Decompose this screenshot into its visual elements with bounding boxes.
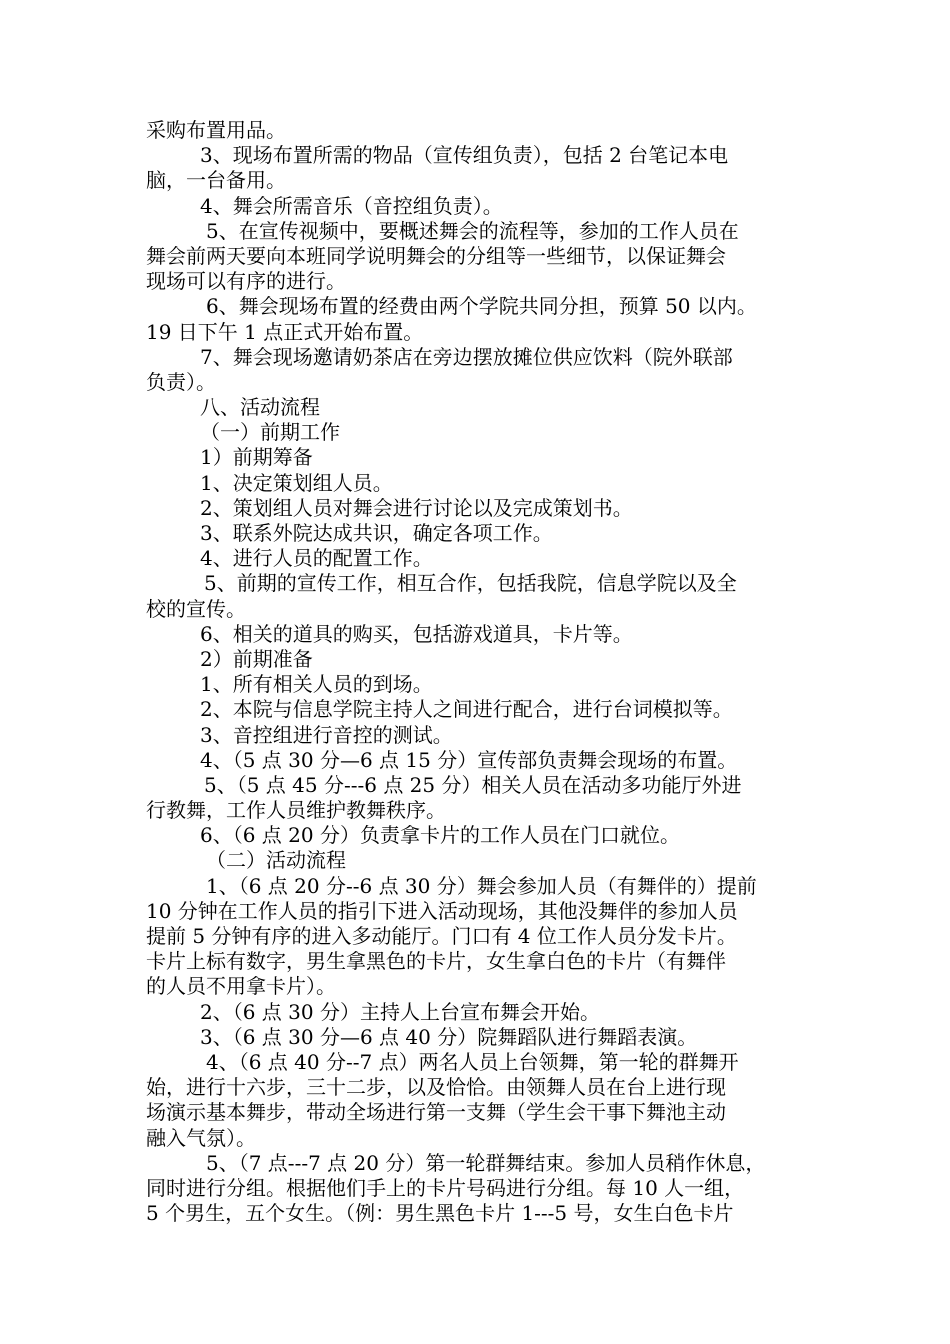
text-line: 1、（6 点 20 分--6 点 30 分）舞会参加人员（有舞伴的）提前 (206, 873, 757, 898)
text-line: 6、（6 点 20 分）负责拿卡片的工作人员在门口就位。 (200, 823, 680, 848)
text-line: 4、（5 点 30 分—6 点 15 分）宣传部负责舞会现场的布置。 (200, 747, 738, 772)
text-line: 1）前期筹备 (200, 445, 313, 470)
text-line: 八、活动流程 (200, 395, 320, 420)
text-line: 6、相关的道具的购买，包括游戏道具，卡片等。 (200, 621, 633, 646)
text-line: 19 日下午 1 点正式开始布置。 (146, 319, 424, 344)
text-line: 1、决定策划组人员。 (200, 470, 393, 495)
text-line: 3、（6 点 30 分—6 点 40 分）院舞蹈队进行舞蹈表演。 (200, 1024, 698, 1049)
text-line: （一）前期工作 (200, 420, 340, 445)
text-line: 10 分钟在工作人员的指引下进入活动现场，其他没舞伴的参加人员 (146, 898, 738, 923)
text-line: 负责）。 (146, 369, 216, 394)
text-line: 提前 5 分钟有序的进入多动能厅。门口有 4 位工作人员分发卡片。 (146, 924, 737, 948)
text-line: 6、舞会现场布置的经费由两个学院共同分担，预算 50 以内。 (206, 294, 757, 319)
text-line: 3、联系外院达成共识，确定各项工作。 (200, 521, 553, 545)
text-line: 4、舞会所需音乐（音控组负责）。 (200, 193, 503, 218)
text-line: 5 个男生，五个女生。（例：男生黑色卡片 1---5 号，女生白色卡片 (146, 1201, 734, 1226)
text-line: 1、所有相关人员的到场。 (200, 672, 433, 697)
text-line: 2）前期准备 (200, 646, 313, 671)
text-line: 2、（6 点 30 分）主持人上台宣布舞会开始。 (200, 999, 600, 1024)
text-line: 卡片上标有数字，男生拿黑色的卡片，女生拿白色的卡片（有舞伴 (146, 949, 726, 974)
text-line: 的人员不用拿卡片）。 (146, 974, 336, 999)
text-line: 现场可以有序的进行。 (146, 269, 346, 294)
text-line: 同时进行分组。根据他们手上的卡片号码进行分组。每 10 人一组， (146, 1175, 745, 1200)
text-line: 校的宣传。 (146, 596, 246, 621)
text-line: 行教舞，工作人员维护教舞秩序。 (146, 798, 446, 823)
text-line: 4、（6 点 40 分--7 点）两名人员上台领舞，第一轮的群舞开 (206, 1049, 739, 1074)
text-line: 场演示基本舞步，带动全场进行第一支舞（学生会干事下舞池主动 (146, 1100, 726, 1125)
text-line: 5、（5 点 45 分---6 点 25 分）相关人员在活动多功能厅外进 (204, 772, 742, 797)
text-line: 3、现场布置所需的物品（宣传组负责），包括 2 台笔记本电 (200, 143, 729, 168)
text-line: 2、本院与信息学院主持人之间进行配合，进行台词模拟等。 (200, 697, 733, 722)
text-line: 5、（7 点---7 点 20 分）第一轮群舞结束。参加人员稍作休息， (206, 1150, 766, 1175)
text-line: 7、舞会现场邀请奶茶店在旁边摆放摊位供应饮料（院外联部 (200, 344, 733, 369)
text-line: 脑，一台备用。 (146, 168, 286, 193)
text-line: 始，进行十六步，三十二步，以及恰恰。由领舞人员在台上进行现 (146, 1075, 726, 1100)
text-line: 采购布置用品。 (146, 118, 286, 142)
text-line: 5、前期的宣传工作，相互合作，包括我院，信息学院以及全 (204, 571, 737, 596)
text-line: 2、策划组人员对舞会进行讨论以及完成策划书。 (200, 495, 633, 520)
text-line: 4、进行人员的配置工作。 (200, 546, 433, 571)
text-line: 5、在宣传视频中，要概述舞会的流程等，参加的工作人员在 (206, 218, 739, 243)
text-line: 融入气氛）。 (146, 1125, 256, 1150)
document-page (146, 118, 826, 1226)
text-line: 舞会前两天要向本班同学说明舞会的分组等一些细节，以保证舞会 (146, 243, 726, 268)
text-line: 3、音控组进行音控的测试。 (200, 722, 453, 747)
text-line: （二）活动流程 (206, 848, 346, 873)
